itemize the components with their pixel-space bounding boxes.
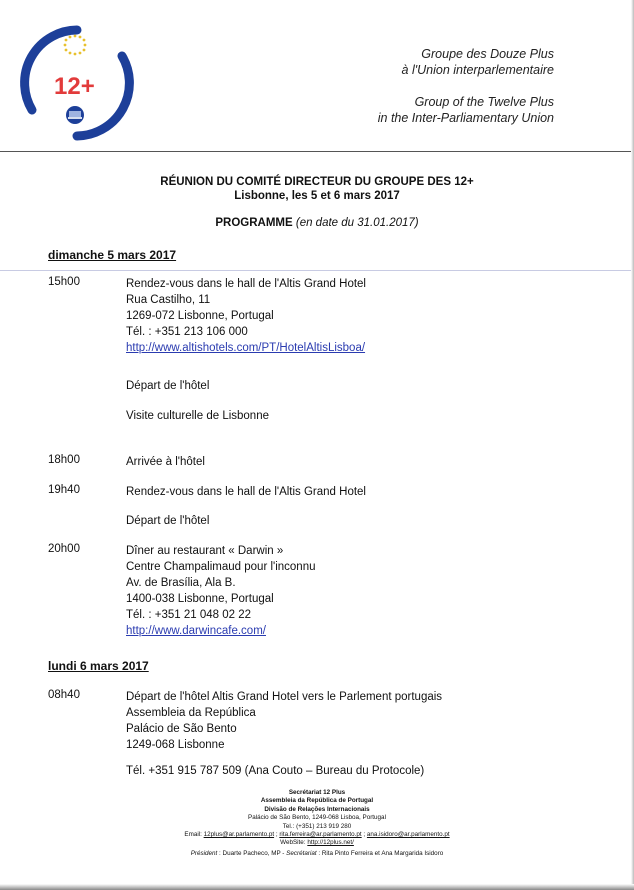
- programme-label: PROGRAMME: [215, 217, 293, 229]
- header-en-line2: in the Inter-Parliamentary Union: [377, 111, 554, 125]
- footer-line: Secrétariat 12 Plus: [288, 789, 346, 796]
- programme-date: (en date du 31.01.2017): [295, 217, 419, 229]
- header-en-line1: Group of the Twelve Plus: [414, 95, 554, 109]
- day-heading-monday: lundi 6 mars 2017: [48, 659, 149, 673]
- event-line: Dîner au restaurant « Darwin »: [126, 545, 284, 557]
- protocol-phone: Tél. +351 915 787 509 (Ana Couto – Bureau du Protocole): [126, 765, 425, 777]
- event-departure: Départ de l'hôtel: [126, 380, 210, 392]
- document-subtitle: Lisbonne, les 5 et 6 mars 2017: [234, 190, 400, 202]
- event-line: Rendez-vous dans le hall de l'Altis Grand Hotel: [126, 278, 366, 290]
- event-line: 1269-072 Lisbonne, Portugal: [126, 310, 274, 322]
- header-divider: [0, 151, 634, 152]
- event-dinner: [126, 543, 316, 639]
- programme-heading: [0, 217, 634, 229]
- header-en: [378, 94, 554, 126]
- event-line: Palácio de São Bento: [126, 723, 237, 735]
- footer-website: WebSite: http://12plus.net/: [280, 839, 354, 847]
- event-line: Centre Champalimaud pour l'inconnu: [126, 561, 316, 573]
- time-18h00: 18h00: [48, 454, 80, 466]
- email-link[interactable]: ana.isidoro@ar.parlamento.pt: [366, 831, 450, 839]
- header-fr-line1: Groupe des Douze Plus: [421, 47, 554, 61]
- group-12plus-logo: [18, 24, 136, 142]
- time-08h40: 08h40: [48, 689, 80, 701]
- footer-emails: Email: 12plus@ar.parlamento.pt ; rita.ferreira@ar.parlamento.pt ; ana.isidoro@ar.parlamento.pt: [184, 831, 450, 839]
- document-title: RÉUNION DU COMITÉ DIRECTEUR DU GROUPE DES 12+: [160, 176, 474, 188]
- event-departure-parliament: [126, 689, 442, 753]
- event-line: 1249-068 Lisbonne: [126, 739, 225, 751]
- email-link[interactable]: 12plus@ar.parlamento.pt: [203, 831, 275, 839]
- footer-line: Assembleia da República de Portugal: [260, 797, 374, 805]
- footer-line: Tel.: (+351) 213 919 280: [282, 822, 352, 830]
- event-line: Av. de Brasília, Ala B.: [126, 577, 236, 589]
- restaurant-link[interactable]: http://www.darwincafe.com/: [126, 625, 266, 637]
- footer-officers: Président : Duarte Pacheco, MP - Secrétariat : Rita Pinto Ferreira et Ana Margarida Isidoro: [190, 849, 444, 857]
- event-line: Tél. : +351 21 048 02 22: [126, 609, 252, 621]
- email-link[interactable]: rita.ferreira@ar.parlamento.pt: [279, 831, 362, 839]
- footer: [0, 789, 634, 858]
- time-19h40: 19h40: [48, 484, 80, 496]
- event-arrival: Arrivée à l'hôtel: [126, 456, 205, 468]
- page-bottom-shadow: [0, 884, 634, 890]
- hotel-link[interactable]: http://www.altishotels.com/PT/HotelAltisLisboa/: [126, 342, 366, 354]
- time-15h00: 15h00: [48, 276, 80, 288]
- header-fr-line2: à l'Union interparlementaire: [401, 63, 554, 77]
- footer-line: Palácio de São Bento, 1249-068 Lisboa, Portugal: [248, 814, 386, 822]
- header-fr: [402, 46, 554, 78]
- scan-line: [0, 270, 634, 271]
- svg-text:12+: 12+: [54, 73, 95, 100]
- footer-line: Divisão de Relações Internacionais: [264, 805, 370, 813]
- day-heading-sunday: dimanche 5 mars 2017: [48, 248, 177, 262]
- event-line: Tél. : +351 213 106 000: [126, 326, 248, 338]
- event-cultural-visit: Visite culturelle de Lisbonne: [126, 410, 269, 422]
- website-link[interactable]: http://12plus.net/: [307, 839, 354, 847]
- event-line: 1400-038 Lisbonne, Portugal: [126, 593, 274, 605]
- event-departure-evening: Départ de l'hôtel: [126, 515, 210, 527]
- event-line: Assembleia da República: [126, 707, 256, 719]
- event-line: Départ de l'hôtel Altis Grand Hotel vers le Parlement portugais: [126, 691, 443, 703]
- eu-stars-icon: [64, 35, 87, 56]
- event-meeting-hotel: [126, 276, 366, 356]
- time-20h00: 20h00: [48, 543, 80, 555]
- parliament-emblem-icon: [66, 106, 84, 124]
- event-meeting-hotel-evening: Rendez-vous dans le hall de l'Altis Grand Hotel: [126, 486, 366, 498]
- event-line: Rua Castilho, 11: [126, 294, 211, 306]
